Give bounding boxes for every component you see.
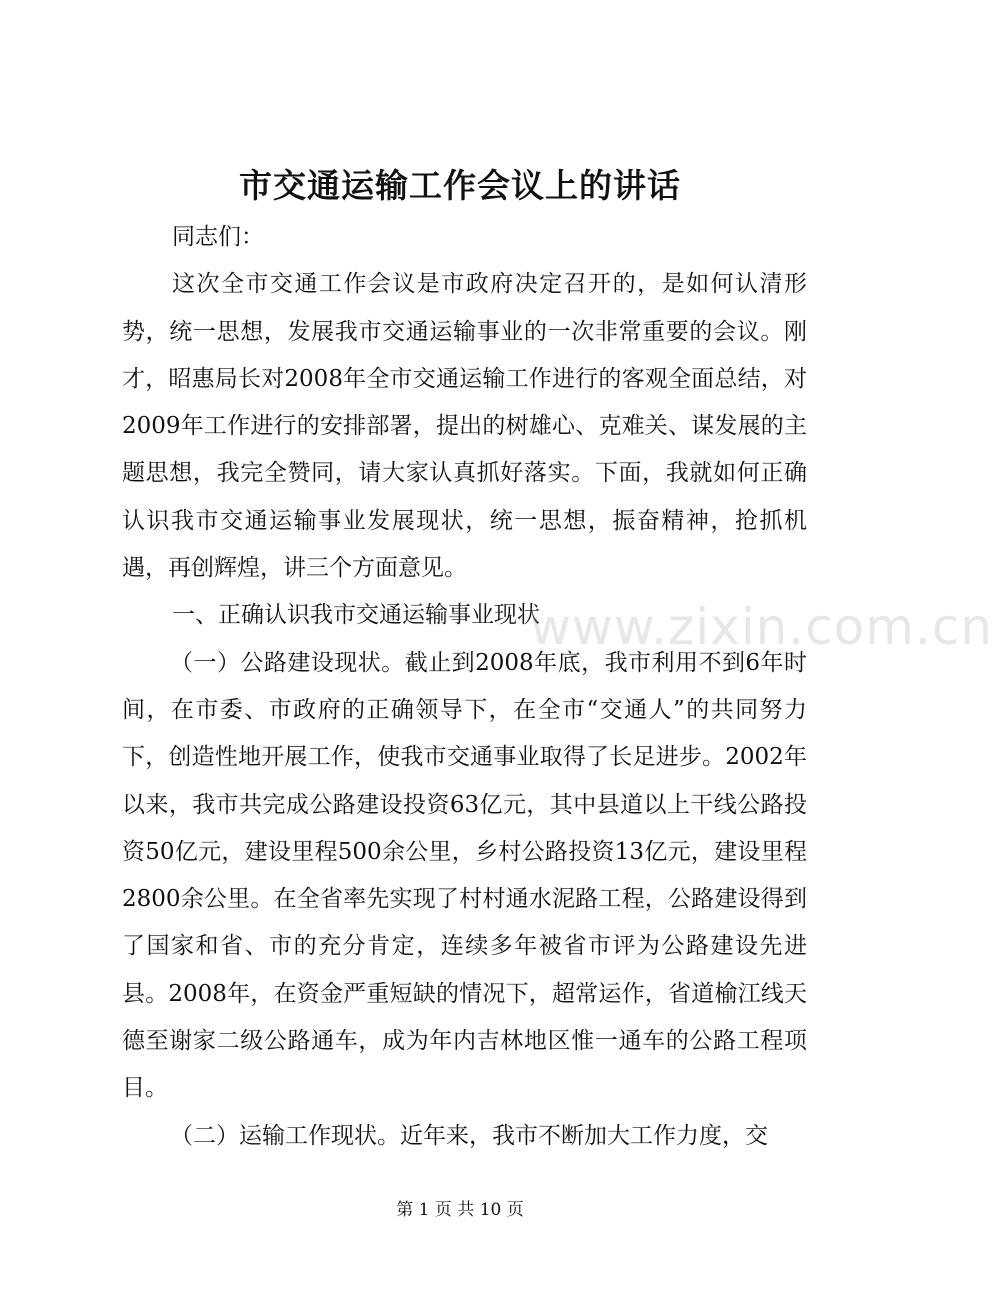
- greeting: 同志们：: [172, 224, 264, 250]
- paragraph-transport-work: （二）运输工作现状。近年来，我市不断加大工作力度，交: [170, 1122, 768, 1149]
- watermark: www.zixin.com.cn: [530, 598, 993, 656]
- document-body: [122, 214, 807, 1160]
- document-title: 市交通运输工作会议上的讲话: [239, 166, 681, 205]
- page-footer: 第 1 页 共 10 页: [396, 1200, 524, 1220]
- paragraph-road-construction: （一）公路建设现状。截止到2008年底，我市利用不到6年时间，在市委、市政府的正确领导下，在全市“交通人”的共同努力下，创造性地开展工作，使我市交通事业取得了长足进步。2002年以来，我市共完成公路建设投资63亿元，其中县道以上干线公路投资50亿元，建设里程500余公里，乡村公路投资13亿元，建设里程2800余公里。在全省率先实现了村村通水泥路工程，公路建设得到了国家和省、市的充分肯定，连续多年被省市评为公路建设先进县。2008年，在资金严重短缺的情况下，超常运作，省道榆江线天德至谢家二级公路通车，成为年内吉林地区惟一通车的公路工程项目。: [122, 649, 807, 1102]
- section-heading-1: 一、正确认识我市交通运输事业现状: [172, 602, 540, 629]
- paragraph-intro: 这次全市交通工作会议是市政府决定召开的，是如何认清形势，统一思想，发展我市交通运输事业的一次非常重要的会议。刚才，昭惠局长对2008年全市交通运输工作进行的客观全面总结，对2009年工作进行的安排部署，提出的树雄心、克难关、谋发展的主题思想，我完全赞同，请大家认真抓好落实。下面，我就如何正确认识我市交通运输事业发展现状，统一思想，振奋精神，抢抓机遇，再创辉煌，讲三个方面意见。: [122, 271, 807, 582]
